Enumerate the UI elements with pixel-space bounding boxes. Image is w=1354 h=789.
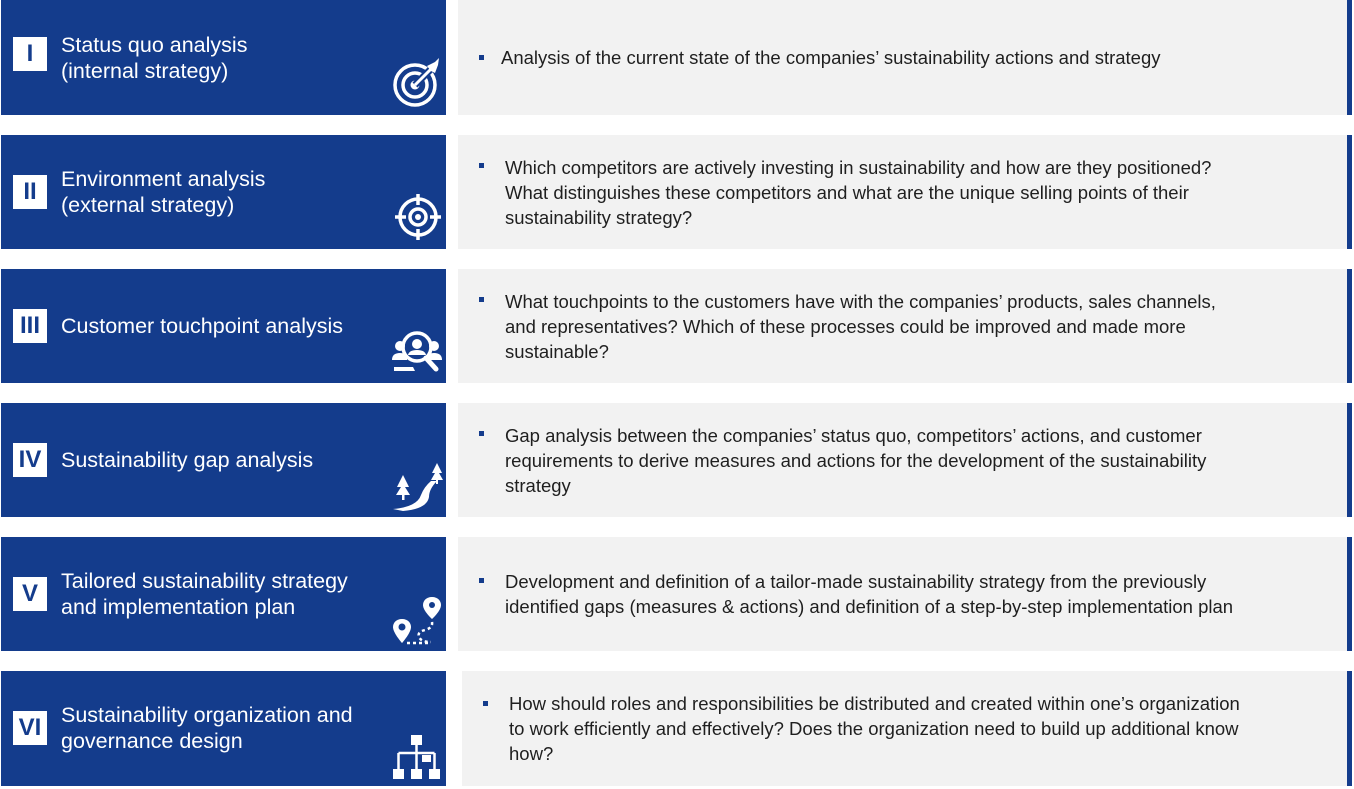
- phase-title-panel: [1, 403, 446, 517]
- org-chart-icon: [391, 731, 443, 783]
- road-trees-icon: [391, 461, 443, 513]
- phase-title-line: Customer touchpoint analysis: [61, 314, 344, 338]
- phase-description-line: What touchpoints to the customers have with the companies’ products, sales channels,: [505, 291, 1216, 312]
- route-pins-icon: [391, 595, 443, 647]
- phase-description-line: How should roles and responsibilities be distributed and created within one’s organization: [509, 693, 1240, 714]
- phase-title-panel: [1, 135, 446, 249]
- phase-title-panel: [1, 0, 446, 115]
- phase-description: [505, 569, 1340, 619]
- phase-title-line: (internal strategy): [61, 59, 229, 83]
- bullet-marker: [479, 55, 484, 60]
- phase-description-line: Which competitors are actively investing in sustainability and how are they positioned?: [505, 157, 1212, 178]
- phase-description-line: identified gaps (measures & actions) and definition of a step-by-step implementation plan: [505, 596, 1234, 617]
- phase-description-line: What distinguishes these competitors and what are the unique selling points of their: [505, 182, 1189, 203]
- phase-description-panel: [462, 671, 1348, 786]
- phase-description-panel: [458, 403, 1348, 517]
- phase-description: [501, 45, 1336, 70]
- accent-bar: [1347, 671, 1352, 786]
- phase-title-panel: [1, 269, 446, 383]
- bullet-marker: [479, 578, 484, 583]
- phase-numeral: IV: [13, 443, 47, 477]
- phase-title-line: (external strategy): [61, 193, 235, 217]
- accent-bar: [1347, 135, 1352, 249]
- phase-title-line: Environment analysis: [61, 167, 266, 191]
- phase-numeral: III: [13, 309, 47, 343]
- phase-title-line: governance design: [61, 729, 243, 753]
- phase-description-line: requirements to derive measures and actions for the development of the sustainability: [505, 450, 1207, 471]
- phase-description-line: to work efficiently and effectively? Does the organization need to build up additional know: [509, 718, 1239, 739]
- phase-title-line: Sustainability gap analysis: [61, 448, 314, 472]
- phase-numeral: V: [13, 577, 47, 611]
- phase-description-line: strategy: [505, 475, 571, 496]
- accent-bar: [1347, 537, 1352, 651]
- phase-title-line: Tailored sustainability strategy: [61, 569, 348, 593]
- phase-row: [0, 671, 1354, 786]
- phase-description-line: sustainability strategy?: [505, 207, 693, 228]
- phase-title-panel: [1, 671, 446, 786]
- phase-description-panel: [458, 269, 1348, 383]
- phase-row: [0, 135, 1354, 249]
- target-arrow-icon: [391, 58, 443, 110]
- phase-row: [0, 403, 1354, 517]
- phase-description: [509, 691, 1344, 766]
- phase-title-line: Sustainability organization and: [61, 703, 353, 727]
- phase-title-line: and implementation plan: [61, 595, 296, 619]
- bullet-marker: [483, 701, 488, 706]
- phase-description-line: and representatives? Which of these processes could be improved and made more: [505, 316, 1186, 337]
- phase-row: [0, 269, 1354, 383]
- accent-bar: [1347, 269, 1352, 383]
- phase-numeral: II: [13, 175, 47, 209]
- phase-description-line: how?: [509, 743, 554, 764]
- bullet-marker: [479, 297, 484, 302]
- accent-bar: [1347, 403, 1352, 517]
- phase-title: [61, 32, 391, 84]
- bullet-marker: [479, 163, 484, 168]
- phase-title: [61, 447, 391, 473]
- phase-title: [61, 166, 391, 218]
- phase-row: [0, 0, 1354, 115]
- accent-bar: [1347, 0, 1352, 115]
- phase-title: [61, 568, 391, 620]
- phase-description-line: Gap analysis between the companies’ status quo, competitors’ actions, and customer: [505, 425, 1202, 446]
- phase-description: [505, 289, 1340, 364]
- phase-title: [61, 702, 391, 754]
- phase-title-line: Status quo analysis: [61, 33, 248, 57]
- people-search-icon: [391, 327, 443, 379]
- phase-description-line: sustainable?: [505, 341, 609, 362]
- phase-description-panel: [458, 537, 1348, 651]
- phase-description-line: Analysis of the current state of the companies’ sustainability actions and strategy: [501, 47, 1161, 68]
- phase-description: [505, 155, 1340, 230]
- crosshair-icon: [391, 191, 443, 243]
- bullet-marker: [479, 431, 484, 436]
- phase-numeral: I: [13, 37, 47, 71]
- phase-description-panel: [458, 0, 1348, 115]
- phase-description: [505, 423, 1340, 498]
- phase-numeral: VI: [13, 711, 47, 745]
- phase-title-panel: [1, 537, 446, 651]
- phase-row: [0, 537, 1354, 651]
- phase-description-panel: [458, 135, 1348, 249]
- phase-description-line: Development and definition of a tailor-made sustainability strategy from the previously: [505, 571, 1207, 592]
- phase-title: [61, 313, 391, 339]
